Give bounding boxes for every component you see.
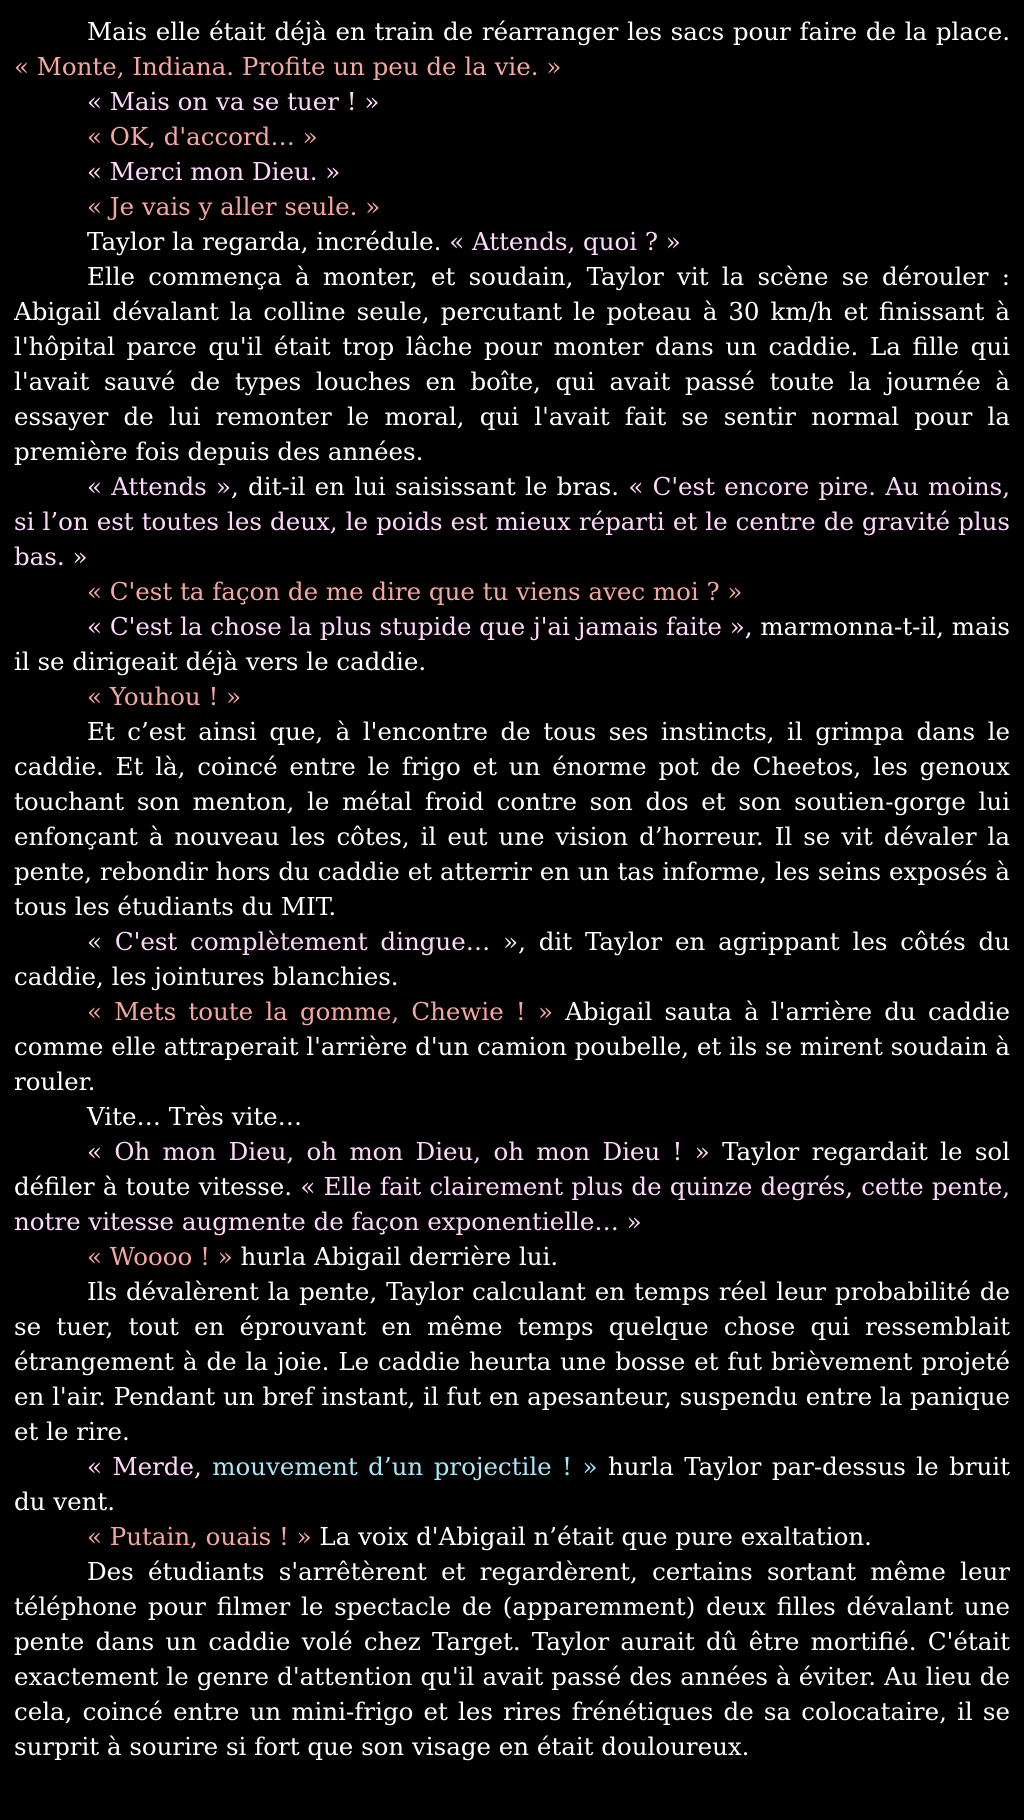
paragraph (14, 189, 1010, 224)
paragraph (14, 1099, 1010, 1134)
narration-text: Elle commença à monter, et soudain, Taylor vit la scène se dérouler : Abigail dévalant la colline seule, percutant le poteau à 30 km/h et finissant à l'hôpital parce qu'il était trop lâche pour monter dans un caddie. La fille qui l'avait sauvé de types louches en boîte, qui avait passé toute la journée à essayer de lui remonter le moral, qui l'avait fait se sentir normal pour la première fois depuis des années. (14, 262, 1010, 466)
paragraph (14, 1274, 1010, 1449)
taylor-dialogue: « Oh mon Dieu, oh mon Dieu, oh mon Dieu ! » (87, 1137, 710, 1166)
taylor-dialogue: « Elle fait clairement plus de quinze degrés, cette pente, notre vitesse augmente de façon exponentielle… » (14, 1172, 1010, 1236)
abigail-dialogue: « Mets toute la gomme, Chewie ! » (87, 997, 553, 1026)
paragraph (14, 1449, 1010, 1519)
paragraph (14, 119, 1010, 154)
paragraph (14, 924, 1010, 994)
paragraph (14, 609, 1010, 679)
taylor-dialogue: « C'est encore pire. Au moins, si l’on est toutes les deux, le poids est mieux réparti et le centre de gravité plus bas. » (14, 472, 1010, 571)
taylor-dialogue: « Mais on va se tuer ! » (87, 87, 380, 116)
taylor-dialogue: « Attends » (87, 472, 232, 501)
narration-text: Mais elle était déjà en train de réarranger les sacs pour faire de la place. (87, 17, 1010, 46)
taylor-dialogue: « C'est complètement dingue… » (87, 927, 519, 956)
taylor-dialogue: « C'est la chose la plus stupide que j'ai jamais faite » (87, 612, 745, 641)
paragraph (14, 14, 1010, 84)
narration-text: Ils dévalèrent la pente, Taylor calculant en temps réel leur probabilité de se tuer, tout en éprouvant en même temps quelque chose qui ressemblait étrangement à de la joie. Le caddie heurta une bosse et fut brièvement projeté en l'air. Pendant un bref instant, il fut en apesanteur, suspendu entre la panique et le rire. (14, 1277, 1010, 1446)
narration-text: Vite… Très vite… (87, 1102, 303, 1131)
narration-text: , dit Taylor en agrippant les côtés du caddie, les jointures blanchies. (14, 927, 1010, 991)
paragraph (14, 1134, 1010, 1239)
narration-text: Des étudiants s'arrêtèrent et regardèrent, certains sortant même leur téléphone pour filmer le spectacle de (apparemment) deux filles dévalant une pente dans un caddie volé chez Target. Taylor aurait dû être mortifié. C'était exactement le genre d'attention qu'il avait passé des années à éviter. Au lieu de cela, coincé entre un mini-frigo et les rires frénétiques de sa colocataire, il se surprit à sourire si fort que son visage en était douloureux. (14, 1557, 1010, 1761)
paragraph (14, 714, 1010, 924)
abigail-dialogue: « Monte, Indiana. Profite un peu de la vie. » (14, 52, 562, 81)
narration-text: Et c’est ainsi que, à l'encontre de tous ses instincts, il grimpa dans le caddie. Et là, coincé entre le frigo et un énorme pot de Cheetos, les genoux touchant son menton, le métal froid contre son dos et son soutien-gorge lui enfonçant à nouveau les côtes, il eut une vision d’horreur. Il se vit dévaler la pente, rebondir hors du caddie et atterrir en un tas informe, les seins exposés à tous les étudiants du MIT. (14, 717, 1010, 921)
paragraph (14, 1554, 1010, 1764)
taylor-dialogue: « Attends, quoi ? » (449, 227, 681, 256)
paragraph (14, 1239, 1010, 1274)
paragraph (14, 574, 1010, 609)
paragraph (14, 259, 1010, 469)
paragraph (14, 469, 1010, 574)
narration-text: hurla Abigail derrière lui. (232, 1242, 559, 1271)
abigail-dialogue: « OK, d'accord… » (87, 122, 318, 151)
abigail-dialogue: « Youhou ! » (87, 682, 242, 711)
narration-text: Abigail sauta à l'arrière du caddie comme elle attraperait l'arrière d'un camion poubelle, et ils se mirent soudain à rouler. (14, 997, 1010, 1096)
paragraph (14, 224, 1010, 259)
narration-text: Taylor la regarda, incrédule. (87, 227, 450, 256)
paragraph (14, 1519, 1010, 1554)
paragraph (14, 679, 1010, 714)
paragraph (14, 994, 1010, 1099)
taylor-dialogue: « Merde, (87, 1452, 213, 1481)
taylor-dialogue: « Merci mon Dieu. » (87, 157, 341, 186)
abigail-dialogue: « Woooo ! » (87, 1242, 233, 1271)
abigail-dialogue: « C'est ta façon de me dire que tu viens avec moi ? » (87, 577, 743, 606)
paragraph (14, 154, 1010, 189)
narration-text: Taylor regardait le sol défiler à toute vitesse. (14, 1137, 1010, 1201)
narration-text: La voix d'Abigail n’était que pure exaltation. (311, 1522, 872, 1551)
story-text (14, 14, 1010, 1764)
abigail-dialogue: « Putain, ouais ! » (87, 1522, 312, 1551)
paragraph (14, 84, 1010, 119)
abigail-dialogue: « Je vais y aller seule. » (87, 192, 381, 221)
highlighted-phrase: mouvement d’un projectile ! » (212, 1452, 598, 1481)
narration-text: , dit-il en lui saisissant le bras. (231, 472, 629, 501)
narration-text: , marmonna-t-il, mais il se dirigeait déjà vers le caddie. (14, 612, 1011, 676)
narration-text: hurla Taylor par-dessus le bruit du vent. (14, 1452, 1010, 1516)
